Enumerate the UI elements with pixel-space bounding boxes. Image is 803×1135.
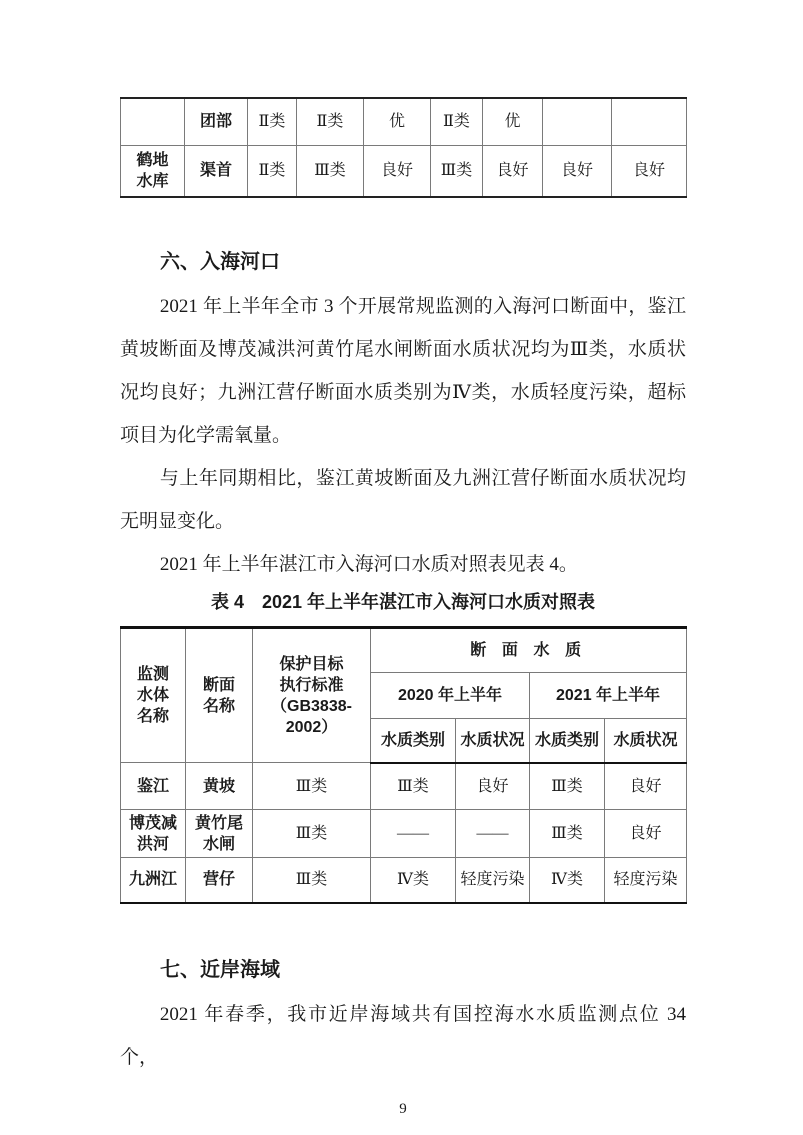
table-cell: 轻度污染	[605, 858, 687, 903]
table-cell: ——	[371, 810, 456, 858]
table-cell: Ⅲ类	[253, 810, 371, 858]
paragraph-estuaries-1: 2021 年上半年全市 3 个开展常规监测的入海河口断面中，鉴江黄坡断面及博茂减洪河黄竹尾水闸断面水质状况均为Ⅲ类，水质状况均良好；九洲江营仔断面水质类别为Ⅳ类，水质轻度污染，超标项目为化学需氧量。	[120, 296, 686, 446]
table-row	[121, 98, 687, 145]
table-cell: Ⅲ类	[371, 763, 456, 810]
table-cell: 黄坡	[186, 763, 253, 810]
table-cell: Ⅱ类	[431, 98, 483, 145]
estuary-water-quality-table	[120, 626, 687, 904]
table-cell: 良好	[543, 145, 612, 197]
table-header-row	[121, 628, 687, 673]
header-cell-quality-status: 水质状况	[605, 719, 687, 763]
table-cell: Ⅱ类	[248, 145, 297, 197]
table-cell: Ⅲ类	[253, 858, 371, 903]
header-cell-water-body: 监测 水体 名称	[121, 628, 186, 763]
table-cell: 良好	[483, 145, 543, 197]
table-row	[121, 145, 687, 197]
table-cell: 九洲江	[121, 858, 186, 903]
table-cell: 鉴江	[121, 763, 186, 810]
header-cell-2021: 2021 年上半年	[530, 673, 687, 719]
table-cell: 黄竹尾 水闸	[186, 810, 253, 858]
paragraph-estuaries-2: 与上年同期相比，鉴江黄坡断面及九洲江营仔断面水质状况均无明显变化。	[120, 468, 686, 532]
table-cell: 良好	[605, 810, 687, 858]
table-cell: 鹤地 水库	[121, 145, 185, 197]
table-row	[121, 858, 687, 903]
table-cell: 良好	[605, 763, 687, 810]
table-cell: Ⅲ类	[530, 810, 605, 858]
table-cell	[121, 98, 185, 145]
table-cell: Ⅱ类	[297, 98, 364, 145]
table-row	[121, 810, 687, 858]
section-6-heading: 六、入海河口	[160, 251, 280, 273]
table-cell	[612, 98, 687, 145]
header-cell-quality-status: 水质状况	[456, 719, 530, 763]
header-cell-section-quality: 断 面 水 质	[371, 628, 687, 673]
table-cell: 良好	[364, 145, 431, 197]
paragraph-coastal-1: 2021 年春季，我市近岸海域共有国控海水水质监测点位 34 个，	[120, 1003, 686, 1068]
table-cell: Ⅱ类	[248, 98, 297, 145]
section-7-heading: 七、近岸海域	[160, 958, 280, 981]
table-cell: Ⅳ类	[371, 858, 456, 903]
table-cell: 良好	[612, 145, 687, 197]
page-number: 9	[399, 1100, 407, 1117]
table-row	[121, 763, 687, 810]
paragraph-estuaries-3: 2021 年上半年湛江市入海河口水质对照表见表 4。	[159, 554, 578, 575]
header-cell-standard: 保护目标 执行标准 （GB3838- 2002）	[253, 628, 371, 763]
table-cell: Ⅲ类	[297, 145, 364, 197]
table-cell: 优	[483, 98, 543, 145]
table-cell: ——	[456, 810, 530, 858]
table4-caption: 表 4 2021 年上半年湛江市入海河口水质对照表	[210, 592, 596, 612]
table-cell: Ⅲ类	[431, 145, 483, 197]
table-cell: 轻度污染	[456, 858, 530, 903]
table-cell: 优	[364, 98, 431, 145]
header-cell-quality-class: 水质类别	[530, 719, 605, 763]
table-cell: 博茂减 洪河	[121, 810, 186, 858]
table-cell: 团部	[185, 98, 248, 145]
continued-reservoir-table	[120, 97, 687, 198]
table-cell: 良好	[456, 763, 530, 810]
header-cell-section-name: 断面 名称	[186, 628, 253, 763]
table-cell	[543, 98, 612, 145]
table-cell: Ⅲ类	[253, 763, 371, 810]
table-cell: Ⅳ类	[530, 858, 605, 903]
table-cell: Ⅲ类	[530, 763, 605, 810]
table-cell: 营仔	[186, 858, 253, 903]
table-cell: 渠首	[185, 145, 248, 197]
header-cell-quality-class: 水质类别	[371, 719, 456, 763]
header-cell-2020: 2020 年上半年	[371, 673, 530, 719]
